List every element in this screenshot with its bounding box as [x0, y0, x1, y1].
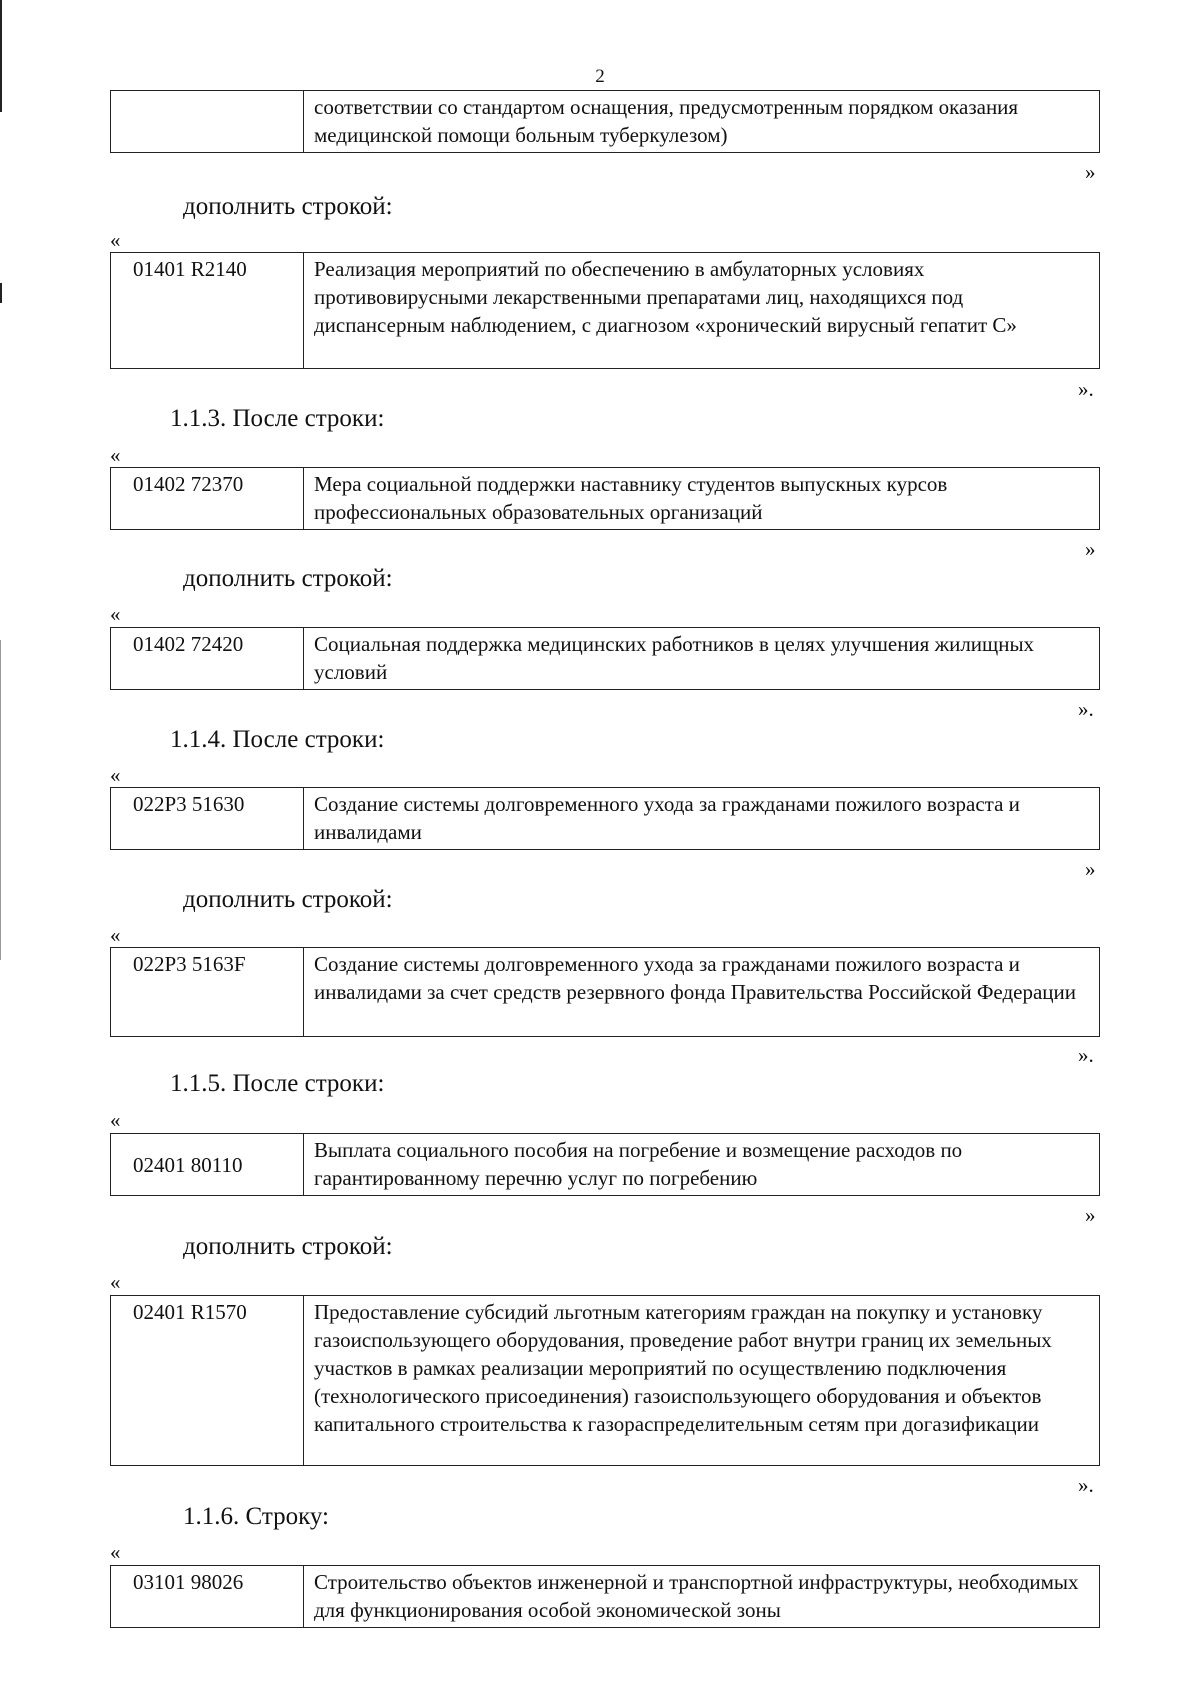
closing-quote: »: [1085, 857, 1096, 881]
table-row: [110, 947, 1100, 1037]
opening-quote: «: [110, 1540, 121, 1564]
instruction-text: дополнить строкой:: [183, 1233, 393, 1260]
opening-quote: «: [110, 763, 121, 787]
section-heading: 1.1.4. После строки:: [170, 726, 385, 753]
opening-quote: «: [110, 228, 121, 252]
row-code: [111, 91, 304, 153]
table-row: [110, 1295, 1100, 1466]
instruction-text: дополнить строкой:: [183, 193, 393, 220]
section-heading: 1.1.6. Строку:: [183, 1503, 329, 1530]
table-row: [110, 787, 1100, 850]
opening-quote: «: [110, 1108, 121, 1132]
opening-quote: «: [110, 1270, 121, 1294]
row-text: Создание системы долговременного ухода за гражданами пожилого возраста и инвалидами: [304, 788, 1100, 850]
row-text: соответствии со стандартом оснащения, предусмотренным порядком оказания медицинской помощи больным туберкулезом): [304, 91, 1100, 153]
scan-edge-line: [0, 640, 1, 960]
section-heading: 1.1.3. После строки:: [170, 405, 385, 432]
closing-quote: ».: [1078, 1473, 1094, 1497]
opening-quote: «: [110, 923, 121, 947]
table-row: [110, 1133, 1100, 1196]
row-text: Социальная поддержка медицинских работников в целях улучшения жилищных условий: [304, 628, 1100, 690]
row-text: Создание системы долговременного ухода за гражданами пожилого возраста и инвалидами за счет средств резервного фонда Правительства Российской Федерации: [304, 948, 1100, 1037]
table-row: [110, 467, 1100, 530]
row-text: Реализация мероприятий по обеспечению в амбулаторных условиях противовирусными лекарственными препаратами лиц, находящихся под диспансерным наблюдением, с диагнозом «хронический вирусный гепатит С»: [304, 253, 1100, 369]
row-code: 01401 R2140: [111, 253, 304, 369]
closing-quote: »: [1085, 1203, 1096, 1227]
row-code: 01402 72420: [111, 628, 304, 690]
row-code: 01402 72370: [111, 468, 304, 530]
scan-edge-line: [0, 283, 2, 303]
row-code: 02401 R1570: [111, 1296, 304, 1466]
row-text: Мера социальной поддержки наставнику студентов выпускных курсов профессиональных образовательных организаций: [304, 468, 1100, 530]
closing-quote: ».: [1078, 1043, 1094, 1067]
page-number: 2: [595, 66, 605, 87]
closing-quote: »: [1085, 537, 1096, 561]
table-row: [110, 1565, 1100, 1628]
row-text: Строительство объектов инженерной и транспортной инфраструктуры, необходимых для функционирования особой экономической зоны: [304, 1566, 1100, 1628]
row-code: 022P3 5163F: [111, 948, 304, 1037]
row-code: 02401 80110: [111, 1134, 304, 1196]
table-row: [110, 627, 1100, 690]
row-text: Выплата социального пособия на погребение и возмещение расходов по гарантированному перечню услуг по погребению: [304, 1134, 1100, 1196]
instruction-text: дополнить строкой:: [183, 886, 393, 913]
closing-quote: »: [1085, 160, 1096, 184]
opening-quote: «: [110, 602, 121, 626]
table-row: [110, 90, 1100, 153]
row-text: Предоставление субсидий льготным категориям граждан на покупку и установку газоиспользующего оборудования, проведение работ внутри границ их земельных участков в рамках реализации мероприятий по осуществлению подключения (технологического присоединения) газоиспользующего оборудования и объектов капитального строительства к газораспределительным сетям при догазификации: [304, 1296, 1100, 1466]
opening-quote: «: [110, 443, 121, 467]
closing-quote: ».: [1078, 697, 1094, 721]
section-heading: 1.1.5. После строки:: [170, 1070, 385, 1097]
instruction-text: дополнить строкой:: [183, 565, 393, 592]
closing-quote: ».: [1078, 377, 1094, 401]
table-row: [110, 252, 1100, 369]
row-code: 03101 98026: [111, 1566, 304, 1628]
row-code: 022P3 51630: [111, 788, 304, 850]
scan-edge-line: [0, 0, 2, 112]
